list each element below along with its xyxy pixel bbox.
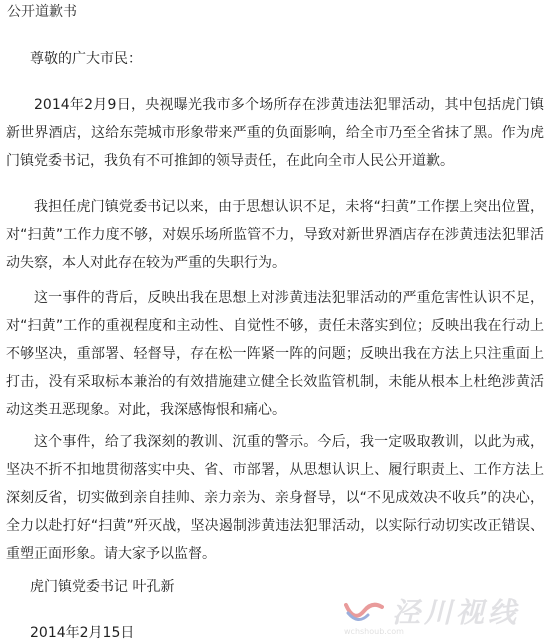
watermark <box>344 597 544 637</box>
watermark-url: wchshoub.com <box>344 627 404 636</box>
letter-paragraph-2: 我担任虎门镇党委书记以来，由于思想认识不足，未将“扫黄”工作摆上突出位置，对“扫黄”工作力度不够，对娱乐场所监管不力，导致对新世界酒店存在涉黄违法犯罪活动失察，本人对此存在较为严重的失职行为。 <box>6 199 544 271</box>
letter-salutation: 尊敬的广大市民： <box>30 51 142 67</box>
letter-signature: 虎门镇党委书记 叶孔新 <box>30 579 175 595</box>
letter-title: 公开道歉书 <box>7 4 77 20</box>
watermark-text: 泾川视线 <box>392 596 521 629</box>
letter-paragraph-4: 这个事件，给了我深刻的教训、沉重的警示。今后，我一定吸取教训，以此为戒，坚决不折不扣地贯彻落实中央、省、市部署，从思想认识上、履行职责上、工作方法上深刻反省，切实做到亲自挂帅、亲力亲为、亲身督导，以“不见成效决不收兵”的决心，全力以赴打好“扫黄”歼灭战，坚决遏制涉黄违法犯罪活动，以实际行动切实改正错误、重塑正面形象。请大家予以监督。 <box>6 434 544 562</box>
letter-paragraph-1: 2014年2月9日，央视曝光我市多个场所存在涉黄违法犯罪活动，其中包括虎门镇新世界酒店，这给东莞城市形象带来严重的负面影响，给全市乃至全省抹了黑。作为虎门镇党委书记，我负有不可推卸的领导责任，在此向全市人民公开道歉。 <box>6 97 544 169</box>
letter-paragraph-3: 这一事件的背后，反映出我在思想上对涉黄违法犯罪活动的严重危害性认识不足，对“扫黄”工作的重视程度和主动性、自觉性不够，责任未落实到位；反映出我在行动上不够坚决，重部署、轻督导，存在松一阵紧一阵的问题；反映出我在方法上只注重面上打击，没有采取标本兼治的有效措施建立健全长效监管机制，未能从根本上杜绝涉黄活动这类丑恶现象。对此，我深感悔恨和痛心。 <box>6 290 544 418</box>
watermark-logo-icon <box>344 599 384 625</box>
letter-date: 2014年2月15日 <box>30 625 135 641</box>
